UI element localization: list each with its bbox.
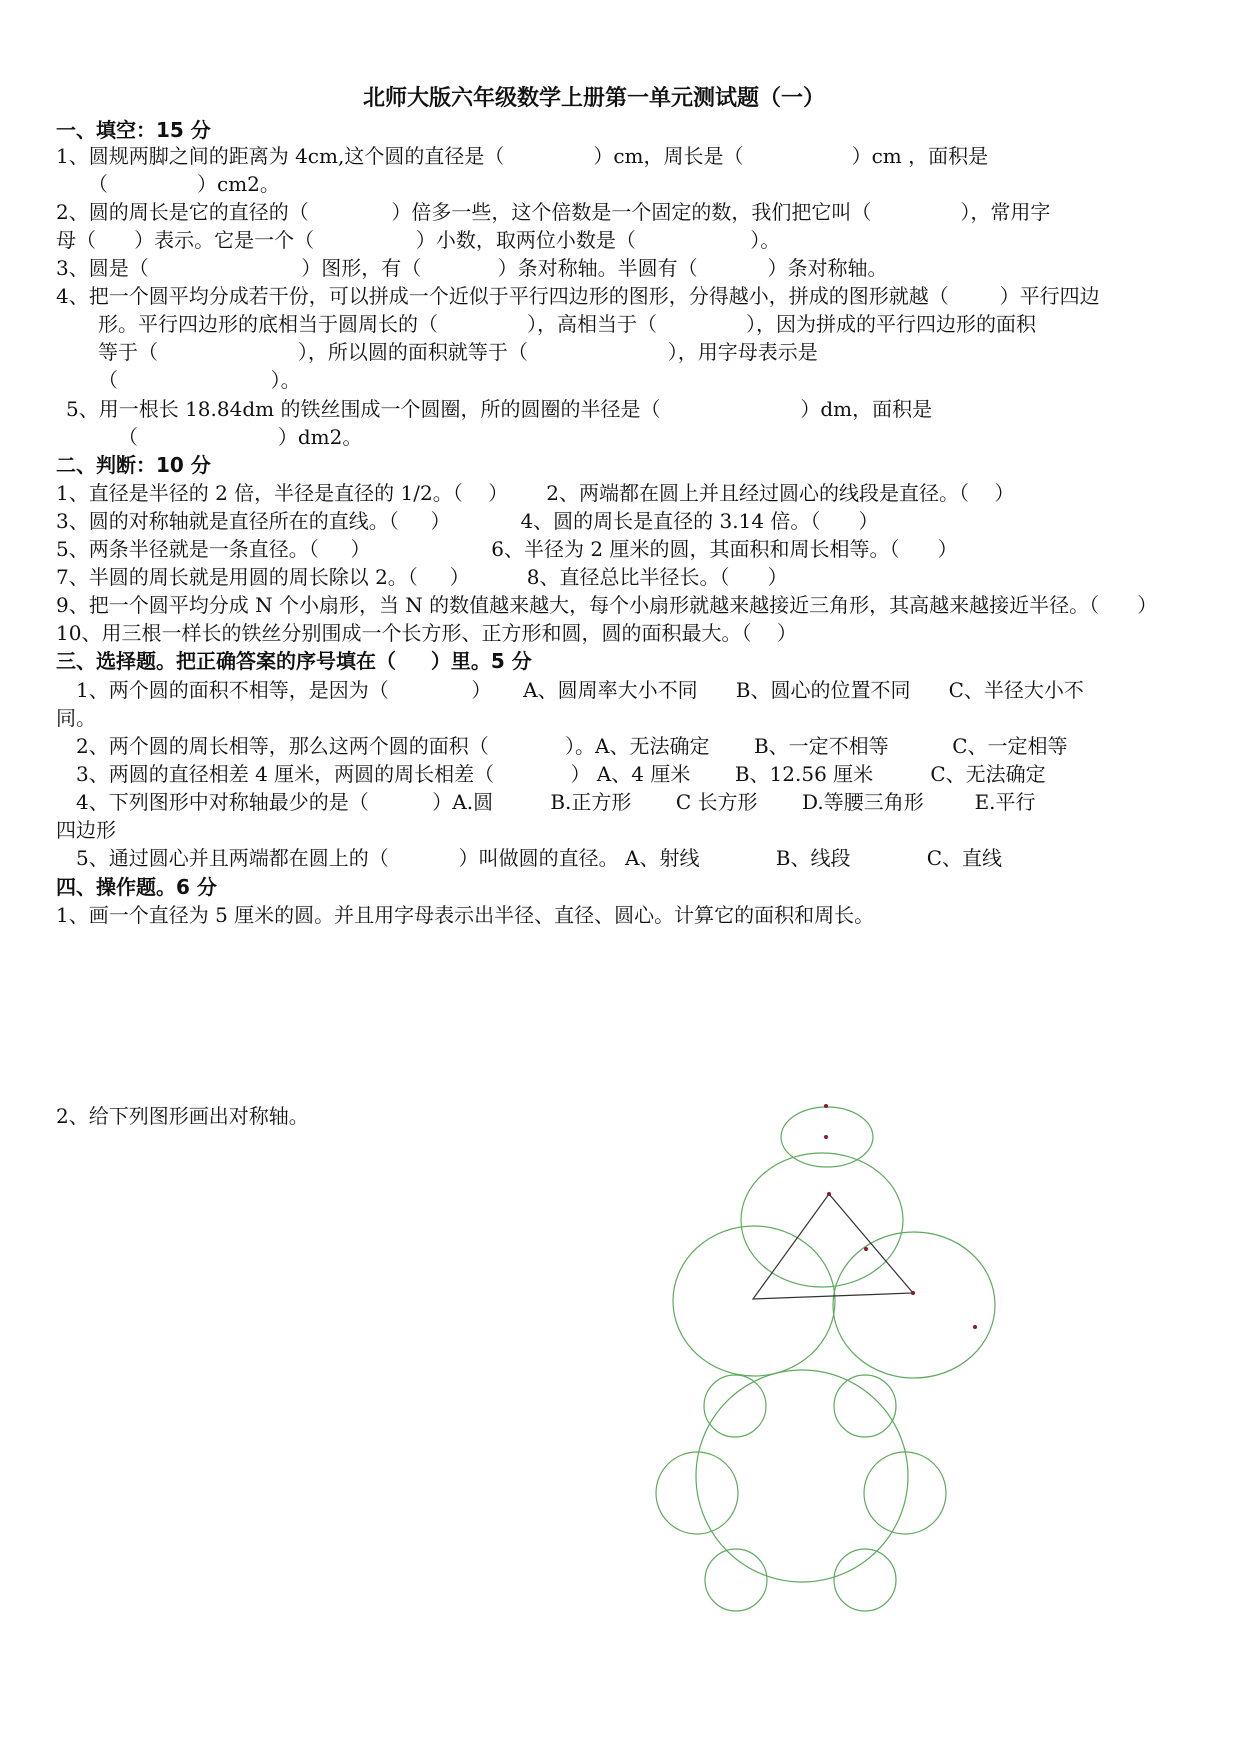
right-lower-circle: [833, 1232, 995, 1378]
question-line: 四边形: [56, 818, 116, 842]
question-line: 1、两个圆的面积不相等，是因为（ ） A、圆周率大小不同 B、圆心的位置不同 C、半径大小不: [76, 678, 1084, 702]
question-line: 同。: [56, 706, 96, 730]
question-line: 等于（ ），所以圆的面积就等于（ ），用字母表示是: [98, 340, 818, 364]
question-line: 5、用一根长 18.84dm 的铁丝围成一个圆圈，所的圆圈的半径是（ ）dm，面积是: [66, 397, 933, 421]
section-heading-fill: 一、填空：15 分: [56, 118, 211, 142]
point-dot: [824, 1104, 828, 1108]
figure-circles-triangle: [673, 1104, 995, 1378]
question-line: 3、两圆的直径相差 4 厘米，两圆的周长相差（ ） A、4 厘米 B、12.56 厘米 C、无法确定: [76, 762, 1046, 786]
upper-circle: [741, 1153, 903, 1287]
point-dot: [911, 1291, 915, 1295]
question-line: （ ）cm2。: [88, 172, 280, 196]
question-line: 7、半圆的周长就是用圆的周长除以 2。（ ） 8、直径总比半径长。（ ）: [56, 565, 788, 589]
question-line: （ ）。: [98, 368, 301, 392]
point-dot: [973, 1325, 977, 1329]
question-line: 5、两条半径就是一条直径。（ ） 6、半径为 2 厘米的圆，其面积和周长相等。（ ）: [56, 537, 958, 561]
question-line: 1、直径是半径的 2 倍，半径是直径的 1/2。（ ） 2、两端都在圆上并且经过圆心的线段是直径。（ ）: [56, 481, 1015, 505]
small-circle-top-left: [704, 1375, 766, 1437]
page-title: 北师大版六年级数学上册第一单元测试题（一）: [363, 86, 826, 111]
question-line: 9、把一个圆平均分成 N 个小扇形，当 N 的数值越来越大，每个小扇形就越来越接近三角形，其高越来越接近半径。（ ）: [56, 593, 1158, 617]
small-circle-bottom-right: [834, 1549, 896, 1611]
point-dot: [827, 1192, 831, 1196]
question-line: 1、圆规两脚之间的距离为 4cm,这个圆的直径是（ ）cm，周长是（ ）cm ，面积是: [56, 144, 989, 168]
point-dot: [824, 1135, 828, 1139]
question-line: 2、给下列图形画出对称轴。: [56, 1104, 309, 1128]
section-heading-judge: 二、判断：10 分: [56, 453, 211, 477]
figure-ring-of-circles: [656, 1370, 946, 1611]
small-circle-right: [864, 1452, 946, 1534]
question-line: 母（ ）表示。它是一个（ ）小数，取两位小数是（ ）。: [56, 228, 781, 252]
section-heading-operation: 四、操作题。6 分: [56, 875, 217, 899]
question-line: 1、画一个直径为 5 厘米的圆。并且用字母表示出半径、直径、圆心。计算它的面积和周长。: [56, 903, 875, 927]
question-line: 形。平行四边形的底相当于圆周长的（ ），高相当于（ ），因为拼成的平行四边形的面积: [98, 312, 1037, 336]
question-line: 4、下列图形中对称轴最少的是（ ）A.圆 B.正方形 C 长方形 D.等腰三角形 E.平行: [76, 790, 1036, 814]
section-heading-choice: 三、选择题。把正确答案的序号填在（ ）里。5 分: [56, 649, 532, 673]
question-line: 10、用三根一样长的铁丝分别围成一个长方形、正方形和圆，圆的面积最大。（ ）: [56, 621, 797, 645]
question-line: 5、通过圆心并且两端都在圆上的（ ）叫做圆的直径。 A、射线 B、线段 C、直线: [76, 846, 1003, 870]
question-line: （ ）dm2。: [118, 425, 363, 449]
question-line: 2、圆的周长是它的直径的（ ）倍多一些，这个倍数是一个固定的数，我们把它叫（ ），常用字: [56, 200, 1051, 224]
left-lower-circle: [673, 1226, 835, 1376]
question-line: 3、圆的对称轴就是直径所在的直线。（ ） 4、圆的周长是直径的 3.14 倍。（ ）: [56, 509, 879, 533]
question-line: 4、把一个圆平均分成若干份，可以拼成一个近似于平行四边形的图形，分得越小，拼成的图形就越（ ）平行四边: [56, 284, 1100, 308]
question-line: 2、两个圆的周长相等，那么这两个圆的面积（ ）。A、无法确定 B、一定不相等 C、一定相等: [76, 734, 1068, 758]
small-circle-top-right: [834, 1375, 896, 1437]
point-dot: [864, 1247, 868, 1251]
question-line: 3、圆是（ ）图形，有（ ）条对称轴。半圆有（ ）条对称轴。: [56, 256, 888, 280]
